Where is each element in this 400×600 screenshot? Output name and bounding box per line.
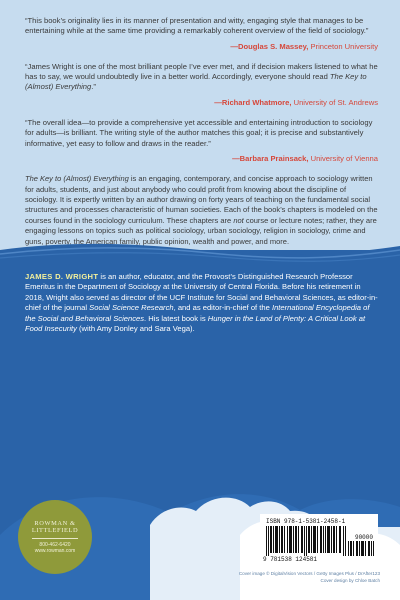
image-credit: Cover image © DigitalVision Vectors / Getty Images Plus / DrAfter123 [238,571,380,576]
book-title: The Key to (Almost) Everything [25,174,129,184]
latest-book-title: Hunger in the Land of Plenty: A Critical Look at Food Insecurity [25,313,366,334]
attribution-massey [25,42,378,52]
quoted-book-title: The Key to (Almost) Everything [25,72,367,92]
design-credit: Cover design by Chloe Batch [320,577,380,583]
quote-affiliation: University of St. Andrews [291,97,378,107]
description-text: is an engaging, contemporary, and concise approach to sociology written for adults, students, and just about anybody who could profit from knowing about the discipline of sociology. It is expertly written by an author drawing on forty years of teaching on the fundamental social structures and processes characteristic of human societies. Each of the book’s chapters is modeled on the courses found in the sociology curriculum. These chapters are [25,174,378,225]
price-code: 90000 [354,534,373,541]
publisher-logo [18,500,92,574]
quote-prainsack: “The overall idea—to provide a comprehensive yet accessible and entertaining introduction to sociology for adults—is brilliant. The writing style of the author matches this goal; it is precise and substantively informative, yet easy to follow and draws in the reader.” [25,118,373,148]
isbn-label: ISBN 978-1-5381-2458-1 [266,518,346,525]
praise-section [0,0,400,250]
price-barcode-bars [348,541,374,556]
quote-author: —Barbara Prainsack, [232,153,309,163]
bio-text: , and as editor-in-chief of the [173,303,272,313]
quote-author: —Richard Whatmore, [214,97,292,107]
cover-credits [239,571,380,584]
publisher-divider [32,538,78,539]
bio-text: . His latest book is [144,313,208,323]
wave-divider [0,240,400,264]
description-text-end: course or lecture notes; rather, they are engaging lessons on topics such as political sociology, urban sociology, religion in sociology, crime and guns, poverty, the American family, public opinion, wealth and power, and more. [25,215,377,246]
encyclopedia-title: International Encyclopedia of the Social and Behavioral Sciences [25,303,370,323]
ean-barcode-bars [266,526,346,556]
quote-affiliation: Princeton University [308,41,378,51]
quote-author: —Douglas S. Massey, [230,41,309,51]
quote-affiliation: University of Vienna [308,153,378,163]
quote-text-end: .” [91,82,96,92]
book-description [25,174,378,247]
attribution-prainsack [25,154,378,164]
author-name: JAMES D. WRIGHT [25,272,99,281]
publisher-name-line1: ROWMAN & [34,519,76,527]
author-bio [25,272,380,334]
publisher-url: www.rowman.com [34,548,76,554]
ean-number: 9 781538 124581 [263,556,318,563]
quote-text: “James Wright is one of the most brilliant people I’ve ever met, and if decision makers listened to what he has to say, we would undoubtedly live in a better world. Accordingly, everyone should read [25,61,378,82]
quote-massey: “This book’s originality lies in its manner of presentation and witty, engaging style that manages to be entertaining while at the same time providing a remarkably coherent overview of the field of sociology.” [25,16,369,36]
journal-title: Social Science Research [89,303,174,313]
publisher-phone: 800-462-6420 [39,541,71,548]
barcode [260,514,378,566]
emphasis-not: not [233,215,244,225]
attribution-whatmore [25,98,378,108]
quote-whatmore [25,62,378,93]
publisher-name-line2: LITTLEFIELD [31,527,79,535]
bio-text-end: (with Amy Donley and Sara Vega). [76,324,195,334]
bio-text: is an author, educator, and the Provost’s Distinguished Research Professor Emeritus in the Department of Sociology at the University of Central Florida. Before his retirement in 2018, Wright also served as director of the UCF Institute for Social and Behavioral Sciences, as editor-in-chief of the journal [25,272,378,313]
